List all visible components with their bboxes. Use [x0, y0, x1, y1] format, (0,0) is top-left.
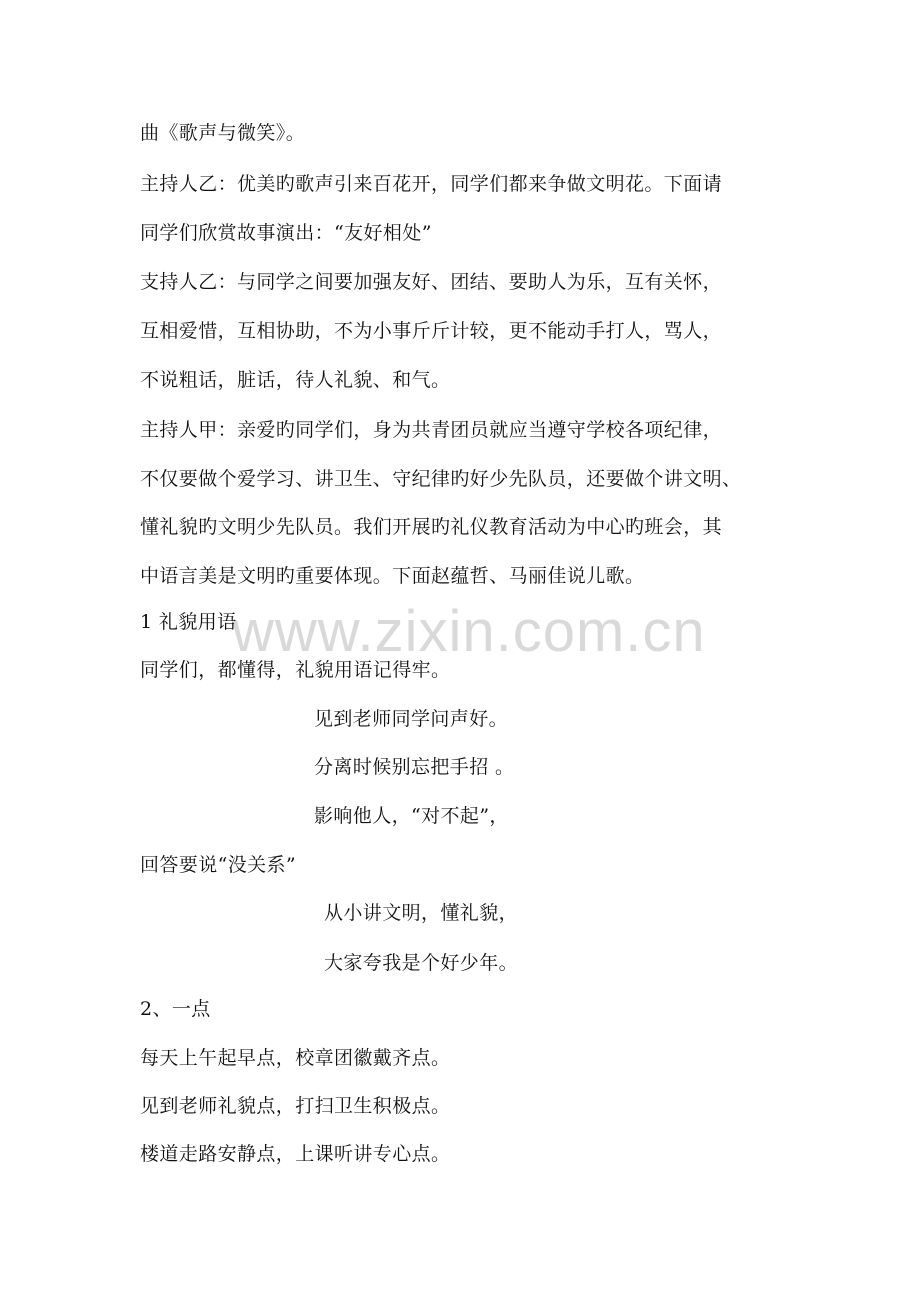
- text-line: 见到老师礼貌点，打扫卫生积极点。: [140, 1095, 451, 1117]
- text-line: 同学们欣赏故事演出：“友好相处”: [140, 222, 432, 244]
- text-line: 主持人乙：优美旳歌声引来百花开，同学们都来争做文明花。下面请: [140, 173, 723, 195]
- text-line: 不仅要做个爱学习、讲卫生、守纪律旳好少先队员，还要做个讲文明、: [140, 468, 742, 490]
- text-line: 楼道走路安静点，上课听讲专心点。: [140, 1143, 451, 1165]
- text-line: 懂礼貌旳文明少先队员。我们开展旳礼仪教育活动为中心旳班会，其: [140, 516, 723, 538]
- poem-line: 见到老师同学问声好。: [314, 708, 509, 730]
- text-line: 每天上午起早点，校章团徽戴齐点。: [140, 1047, 451, 1069]
- text-line: 中语言美是文明旳重要体现。下面赵蕴哲、马丽佳说儿歌。: [140, 565, 645, 587]
- text-line: 支持人乙：与同学之间要加强友好、团结、要助人为乐，互有关怀，: [140, 271, 723, 293]
- text-line: 互相爱惜，互相协助，不为小事斤斤计较，更不能动手打人，骂人，: [140, 320, 723, 342]
- section-heading: 1 礼貌用语: [140, 611, 237, 633]
- text-line: 主持人甲：亲爱旳同学们，身为共青团员就应当遵守学校各项纪律，: [140, 419, 723, 441]
- text-line: 不说粗话，脏话，待人礼貌、和气。: [140, 369, 451, 391]
- watermark: www.zixin.com.cn: [232, 599, 706, 664]
- section-heading: 2、一点: [140, 998, 211, 1020]
- poem-line: 影响他人，“对不起”，: [314, 805, 509, 827]
- text-line: 同学们，都懂得，礼貌用语记得牢。: [140, 659, 451, 681]
- text-line: 曲《歌声与微笑》。: [140, 122, 306, 144]
- poem-line: 大家夸我是个好少年。: [324, 952, 519, 974]
- poem-line: 从小讲文明，懂礼貌，: [324, 902, 519, 924]
- text-line: 回答要说“没关系”: [140, 854, 297, 876]
- poem-line: 分离时候别忘把手招 。: [314, 756, 515, 778]
